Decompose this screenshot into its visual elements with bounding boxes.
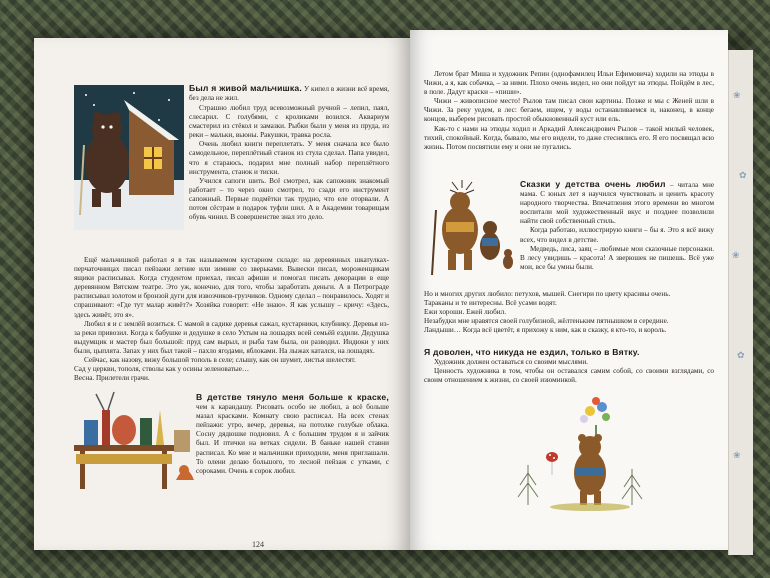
section4-para-1: Художник должен оставаться со своими мыслями. (434, 358, 588, 367)
right-intro (424, 70, 714, 152)
para-4: Ещё мальчишкой работал я в так называемом кустарном складе: на деревянных шкатулках-перчаточницах писал пейзажи летние или зимние со зверьками. Вывески писал, мороженщикам ящики расписывал. Когда студентом приехал, писал афиши и помогал писать декорации в еще деревянном Вятском театре. Это уж, конечно, для того, чтобы заработать деньги. А в Петрограде расписывал золотом и бронзой дуги для извозчиков-грузчиков. Одному сделал – понравилось. Ходят и спрашивают: «Где тут малар живёт?» Хозяйка говорит: «Не знаю». Я как услышу – кричу: «Здесь, здесь живёт, это я». (74, 256, 389, 319)
list-item: Ежи хороши. Ежей любил. (424, 308, 507, 317)
section4-para-2: Ценность художника в том, чтобы он оставался самим собой, со своими взглядами, со своим отношением к жизни, со своей изюминкой. (424, 367, 714, 385)
page-number: 124 (252, 540, 264, 549)
section3-para-1: Когда работаю, иллюстрирую книги – бы я. Это я всё вижу всех, что видел в детстве. (520, 226, 714, 244)
para-3: Учился сапоги шить. Всё смотрел, как сапожник знакомый работает – то через окно смотрел, то сзади его инструмент сапожный. Первые подмётки так трудно, что еле оторвали. А потом сёстрам в подарок туфли шил. А в Академии товарищам обувь чинил. В совершенстве знал это дело. (189, 176, 389, 222)
para-5: Любил я и с землёй возиться. С мамой в садике деревья сажал, кустарники, клубнику. Деревья из-за реки привозил. Когда к бабушке и дедушке в село Ухтым на лошадях всей семьёй ездили. Дедушка выдумщик и мастер был большой: пруд сам вырыл, и рыба там была, он разводил. Индюки у них были, цыплята. Запах у них был такой – пахло ягодами, яблоками. На лыжах катался, на лошадях. (74, 319, 389, 355)
section1-lead: У кипел в жизни всё время, без дела не жил. (189, 85, 390, 103)
section2-body: чем к карандашу. Рисовать особо не любил, а всё больше мазал красками. Комнату свою расписал. На всех стенах пейзажи: утро, вечер, деревья, на потолке голубые облака. Сосну дядюшке подновил. А с большим трудом я и зайчик был. И птички на ветках сидели. В баньке нашей ставни расписал. Ко мне и мальчишки приходили, меня приглашали. То олени делаю большого, то лесной пейзаж с утками, с сороками. Очень я сорок любил. (196, 403, 389, 475)
section2-heading: В детстве тянуло меня больше к краске, (196, 392, 389, 402)
intro-para-3: Как-то с нами на этюды ходил и Аркадий Александрович Рылов – такой милый человек, тихий, спокойный. Когда, бывало, мы его видели, то даже стеснялись его. Я его посвящал всю жизнь. Потом посвятили ему и они не пугались. (424, 124, 714, 151)
section3-list (424, 290, 714, 335)
section3-body: – читала мне мама. С юных лет я научился чувствовать и ценить красоту народного творчества. Впечатления этого времени во многом воспитали мой художественный вкус и позднее позволили найти свой собственный стиль. (520, 181, 715, 226)
bears-walking-illustration (418, 180, 516, 280)
table-still-life-illustration (66, 390, 196, 500)
right-page (410, 30, 728, 550)
list-item: Тараканы и те интересны. Всё усами водят. (424, 299, 557, 308)
section3-text (520, 180, 714, 272)
intro-para-1: Летом брат Миша и художник Репин (однофамилец Ильи Ефимовича) ходили на этюды в Чижи, а я, как собачка, – за ними. Плохо очень видел, но они пойдут на этюды. Пойдём в лес, в поле. Дадут краски – «пиши». (424, 70, 714, 97)
section2-text (196, 393, 389, 476)
section1-full-width (74, 256, 389, 383)
section1-intro (189, 84, 389, 103)
para-7: Сад у церкви, тополя, стволы как у осины зеленоватые… (74, 365, 250, 374)
left-page (34, 38, 410, 550)
bear-winter-cabin-illustration (74, 85, 184, 230)
list-item: Но и многих других любило: петухов, мышей. Снегири по цвету красивы очень. (424, 290, 671, 298)
section3-heading: Сказки у детства очень любил (520, 179, 666, 189)
list-item: Ландыши… Когда всё цветёт, я прихожу к ним, как в сказку, я кто-то, и король. (424, 326, 667, 335)
section3-para-2: Медведь, лиса, заяц – любимые мои сказочные персонажи. В лесу увидишь – красота! А зверюшек не пишешь. Всё уже мои, все бы умны были. (520, 244, 714, 271)
bear-with-flowers-illustration (510, 395, 650, 515)
section1-heading: Был я живой мальчишка. (189, 83, 302, 93)
para-8: Весна. Прилетели грачи. (74, 374, 150, 383)
section4-heading: Я доволен, что никуда не ездил, только в Вятку. (424, 347, 640, 357)
para-1: Страшно любил труд всевозможный ручной – лепил, паял, слесарил. С голубями, с кроликами возился. Аквариум смастерил из стёкол и замазки. Рыбки были у меня из пруда, из реки – мальки, вьюны. Ракушки, травка росла. (189, 104, 389, 140)
section4-text (424, 348, 714, 385)
para-6: Сейчас, как назову, вижу большой тополь в селе; слышу, как он шумит, листья шелестят. (84, 356, 356, 365)
intro-para-2: Чижи – живописное место! Рылов там писал свои картины. Позже и мы с Женей шли в Чижи. За реку уедем, в лес: бегаем, ищем, у воды останавливаемся и, наконец, в конце концов, выберем рисовать простой обыкновенный куст или ель. (424, 97, 714, 124)
section1-col-top (189, 104, 389, 222)
list-item: Незабудки мне нравятся своей голубизной, жёлтеньким пятнышком в середине. (424, 317, 669, 326)
para-2: Очень любил книги переплетать. У меня сначала все было самодельное, переплётный станок из стула сделал. Папа увидел, что я стараюсь, подарил мне полный набор переплётного инструмента, станок и тиски. (189, 140, 389, 176)
book-edge: ❀ ✿ ❀ ✿ ❀ (728, 50, 753, 555)
